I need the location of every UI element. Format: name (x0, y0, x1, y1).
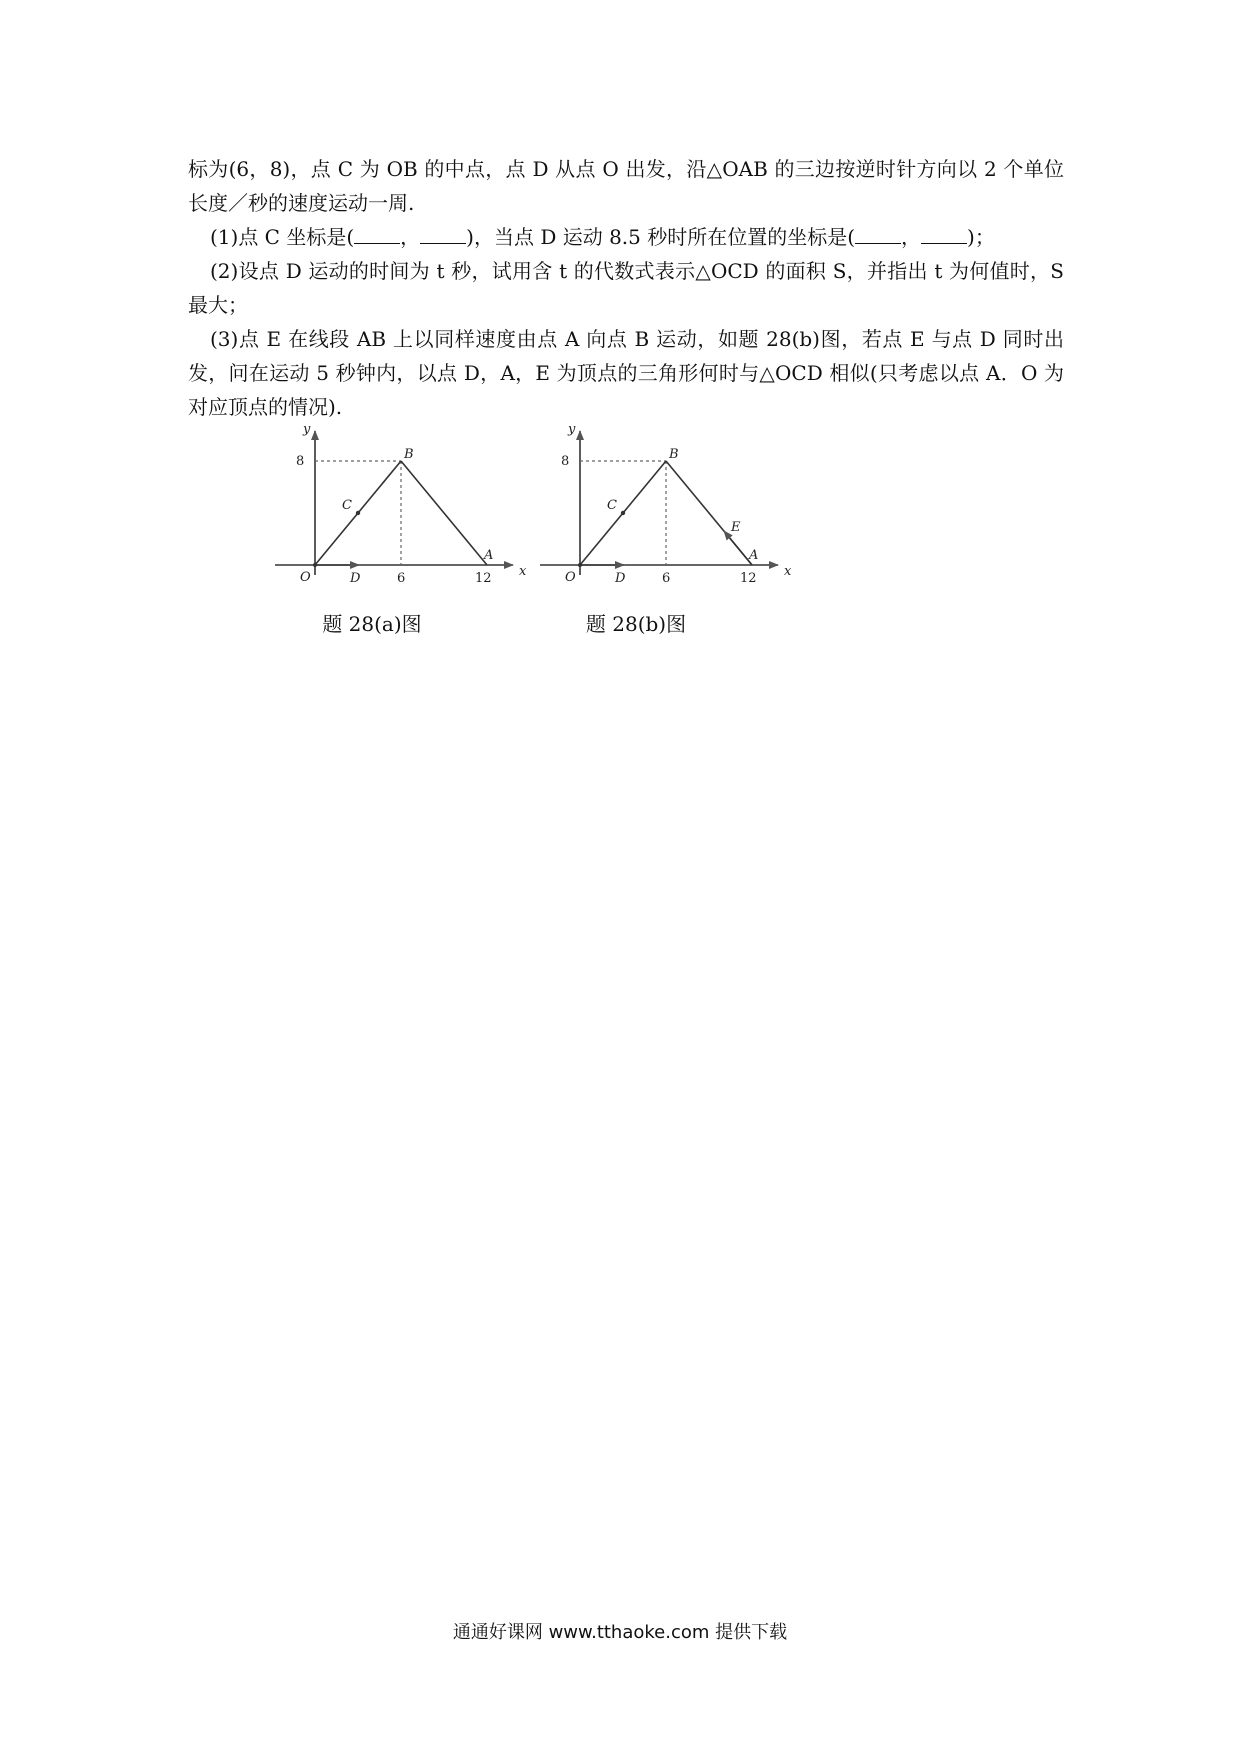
figure-caption-b: 题 28(b)图 (585, 612, 687, 636)
tick-x-12: 12 (740, 571, 757, 586)
question-1 (188, 220, 1064, 254)
tick-y-8: 8 (296, 454, 305, 469)
figure-28a (283, 422, 533, 586)
label-O: O (565, 570, 576, 585)
problem-intro: 标为(6，8)，点 C 为 OB 的中点，点 D 从点 O 出发，沿△OAB 的三边按逆时针方向以 2 个单位长度／秒的速度运动一周. (188, 157, 1064, 215)
q1-separator: ， (901, 225, 922, 249)
problem-text (188, 152, 1064, 424)
segment-BA (401, 461, 487, 565)
label-E: E (731, 520, 741, 535)
label-C: C (607, 498, 617, 513)
label-A: A (484, 548, 494, 563)
point-C (356, 511, 360, 515)
motion-arrow-E (724, 531, 752, 565)
figure-28b-diagram (548, 422, 798, 586)
x-axis-label: x (784, 564, 792, 579)
answer-blank[interactable] (921, 225, 967, 244)
label-O: O (300, 570, 311, 585)
answer-blank[interactable] (354, 225, 400, 244)
q1-end: )； (967, 225, 995, 249)
point-O (578, 563, 582, 567)
q1-part-b: )，当点 D 运动 8.5 秒时所在位置的坐标是( (466, 225, 856, 249)
q1-separator: ， (400, 225, 421, 249)
label-B: B (669, 447, 679, 462)
footer-source: 通通好课网 www.tthaoke.com 提供下载 (452, 1622, 788, 1643)
y-axis-label: y (568, 422, 576, 437)
label-D: D (350, 571, 361, 586)
point-O (313, 563, 317, 567)
y-axis-label: y (303, 422, 311, 437)
figure-28b (548, 422, 798, 586)
question-2: (2)设点 D 运动的时间为 t 秒，试用含 t 的代数式表示△OCD 的面积 S，并指出 t 为何值时，S 最大； (188, 259, 1064, 317)
x-axis-label: x (519, 564, 527, 579)
point-C (621, 511, 625, 515)
label-C: C (342, 498, 352, 513)
answer-blank[interactable] (855, 225, 901, 244)
tick-x-6: 6 (397, 571, 406, 586)
figure-28a-diagram (283, 422, 533, 586)
q1-part-a: (1)点 C 坐标是( (210, 225, 355, 249)
question-3: (3)点 E 在线段 AB 上以同样速度由点 A 向点 B 运动，如题 28(b)图，若点 E 与点 D 同时出发，问在运动 5 秒钟内，以点 D，A，E 为顶点的三角形何时与△OCD 相似(只考虑以点 A．O 为对应顶点的情况). (188, 327, 1064, 419)
label-B: B (404, 447, 414, 462)
label-D: D (615, 571, 626, 586)
tick-x-12: 12 (475, 571, 492, 586)
tick-y-8: 8 (561, 454, 570, 469)
label-A: A (749, 548, 759, 563)
tick-x-6: 6 (662, 571, 671, 586)
figure-caption-a: 题 28(a)图 (322, 612, 422, 636)
answer-blank[interactable] (420, 225, 466, 244)
